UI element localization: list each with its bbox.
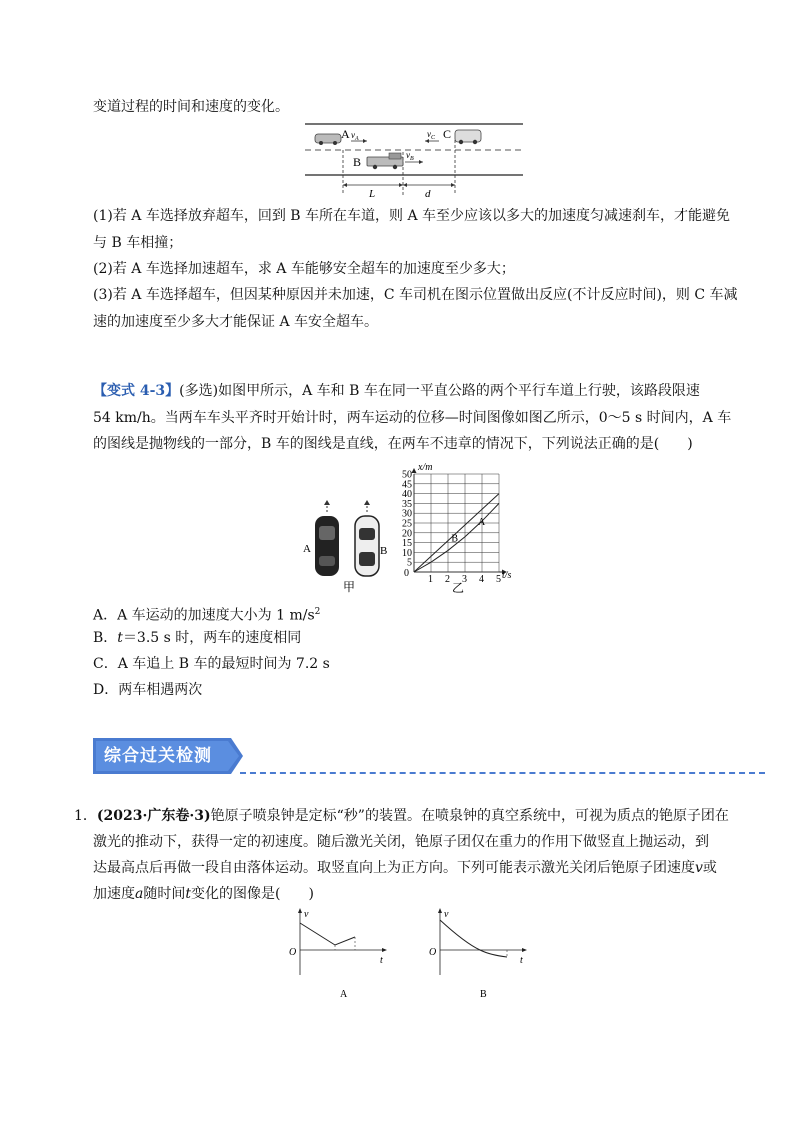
problem1-line1-text: 铯原子喷泉钟是定标“秒”的装置。在喷泉钟的真空系统中，可视为质点的铯原子团在 — [210, 808, 729, 824]
car-a-icon — [315, 134, 341, 145]
road-label-c: C — [443, 127, 452, 141]
road-label-vb: $v_B$ — [406, 150, 414, 162]
option-b-text: ＝3.5 s 时，两车的速度相同 — [122, 630, 302, 646]
q1-line1: (1)若 A 车选择放弃超车，回到 B 车所在车道，则 A 车至少应该以多大的加速度匀减速刹车，才能避免 — [93, 208, 731, 224]
graph-a-origin: O — [289, 947, 297, 958]
cars-label-b: B — [380, 545, 388, 557]
option-c-text: A 车追上 B 车的最短时间为 7.2 s — [117, 656, 330, 672]
problem1-line2: 激光的推动下，获得一定的初速度。随后激光关闭，铯原子团仅在重力的作用下做竖直上抛运动，到 — [93, 834, 709, 850]
q2: (2)若 A 车选择加速超车，求 A 车能够安全超车的加速度至少多大； — [93, 261, 515, 277]
option-d — [93, 680, 202, 700]
problem1-line4-mid: 加速度 — [93, 886, 135, 902]
graph-b — [425, 905, 535, 1005]
q3-line1: (3)若 A 车选择超车，但因某种原因并未加速，C 车司机在图示位置做出反应(不计反应时间)，则 C 车减 — [93, 287, 738, 303]
section-title: 综合过关检测 — [104, 746, 212, 766]
q1-line2: 与 B 车相撞； — [93, 235, 183, 251]
chart-y-tick-label: 30 — [402, 508, 412, 520]
variant-line3: 的图线是抛物线的一部分，B 车的图线是直线，在两车不违章的情况下，下列说法正确的是( ) — [93, 436, 693, 452]
chart-y-tick-label: 40 — [402, 489, 412, 501]
q3-line2: 速的加速度至少多大才能保证 A 车安全超车。 — [93, 314, 379, 330]
problem1-source: (2023·广东卷·3) — [96, 808, 211, 824]
chart-y-tick-label: 25 — [402, 518, 412, 530]
problem1-line3 — [93, 858, 717, 878]
problem1-line4-end: 变化的图像是( ) — [191, 886, 314, 902]
chart-y-tick-label: 15 — [402, 538, 412, 550]
chart-ylabel: x/m — [418, 462, 433, 473]
car-c-icon — [455, 130, 481, 144]
graph-a-caption: A — [340, 989, 348, 1000]
option-d-text: 两车相遇两次 — [118, 682, 203, 698]
variant-line2: 54 km/h。当两车车头平齐时开始计时，两车运动的位移—时间图像如图乙所示，0～5 s 时间内，A 车 — [93, 410, 732, 426]
chart-y-tick-label: 10 — [402, 547, 412, 559]
chart-x-tick-label: 4 — [479, 574, 484, 585]
car-b-icon — [367, 153, 403, 169]
xt-chart — [390, 460, 520, 600]
chart-grid — [412, 468, 508, 575]
graph-a-axis-v: v — [304, 909, 309, 920]
car-b-topview-icon — [355, 516, 379, 576]
graph-b-axis-t: t — [520, 955, 523, 966]
chart-x-tick-label: 3 — [462, 574, 467, 585]
chart-y-arrow — [412, 468, 417, 473]
problem1-var-a: a — [135, 886, 144, 902]
problem1-number: 1． — [74, 808, 97, 824]
option-a — [93, 602, 320, 626]
chart-caption: 乙 — [452, 581, 465, 595]
chart-y-tick-label: 35 — [402, 498, 412, 510]
intro-line: 变道过程的时间和速度的变化。 — [93, 99, 289, 115]
problem1-line3-text: 达最高点后再做一段自由落体运动。取竖直向上为正方向。下列可能表示激光关闭后铯原子团速度 — [93, 860, 695, 876]
graph-b-caption: B — [480, 989, 487, 1000]
chart-xlabel: t/s — [502, 570, 512, 581]
chart-ticks — [402, 470, 501, 586]
graph-a — [285, 905, 395, 1005]
option-a-letter: A． — [93, 607, 118, 624]
chart-x-tick-label: 2 — [445, 574, 450, 585]
option-d-letter: D． — [93, 682, 119, 698]
chart-x-tick-label: 5 — [496, 574, 501, 585]
option-b-var: t — [117, 630, 123, 646]
problem1-line4 — [93, 884, 314, 904]
car-a-topview-icon — [315, 516, 339, 576]
option-b — [93, 628, 301, 648]
variant-tag: 【变式 4-3】 — [93, 383, 180, 399]
graph-b-curve — [440, 920, 507, 957]
chart-series-label-a: A — [478, 517, 486, 529]
problem1-line3-end: 或 — [702, 860, 717, 876]
graph-a-curve — [300, 923, 355, 945]
graph-a-axis-t: t — [380, 955, 383, 966]
road-label-va: $v_A$ — [351, 130, 359, 142]
section-divider — [240, 772, 765, 774]
problem1-var-v: v — [695, 860, 703, 876]
problem1-var-t: t — [185, 886, 191, 902]
road-label-a: A — [341, 127, 350, 141]
option-b-letter: B． — [93, 630, 118, 646]
option-c — [93, 654, 330, 674]
cars-figure — [300, 500, 395, 595]
chart-y-tick-label: 20 — [402, 528, 412, 540]
chart-series-label-b: B — [451, 533, 459, 545]
cars-label-a: A — [303, 543, 311, 555]
cars-caption: 甲 — [343, 580, 356, 594]
problem1-line1 — [74, 806, 729, 826]
option-c-letter: C． — [93, 656, 118, 672]
graph-b-origin: O — [429, 947, 437, 958]
road-label-d: d — [425, 188, 431, 200]
chart-y-tick-label: 5 — [407, 557, 412, 569]
chart-y-tick-label: 50 — [402, 469, 412, 481]
option-a-text: A 车运动的加速度大小为 1 m/s — [117, 607, 315, 624]
chart-x-tick-label: 1 — [428, 574, 433, 585]
road-label-vc: $v_C$ — [427, 129, 436, 141]
road-label-l: L — [369, 188, 376, 200]
problem1-line4-mid2: 随时间 — [143, 886, 186, 902]
chart-origin: 0 — [404, 568, 409, 579]
option-a-sup: 2 — [314, 607, 321, 617]
variant-line1 — [93, 381, 700, 401]
chart-y-tick-label: 45 — [402, 479, 412, 491]
graph-b-axis-v: v — [444, 909, 449, 920]
road-label-b: B — [353, 155, 362, 169]
road-figure — [305, 120, 525, 200]
variant-line1-text: (多选)如图甲所示，A 车和 B 车在同一平直公路的两个平行车道上行驶，该路段限速 — [179, 383, 700, 399]
